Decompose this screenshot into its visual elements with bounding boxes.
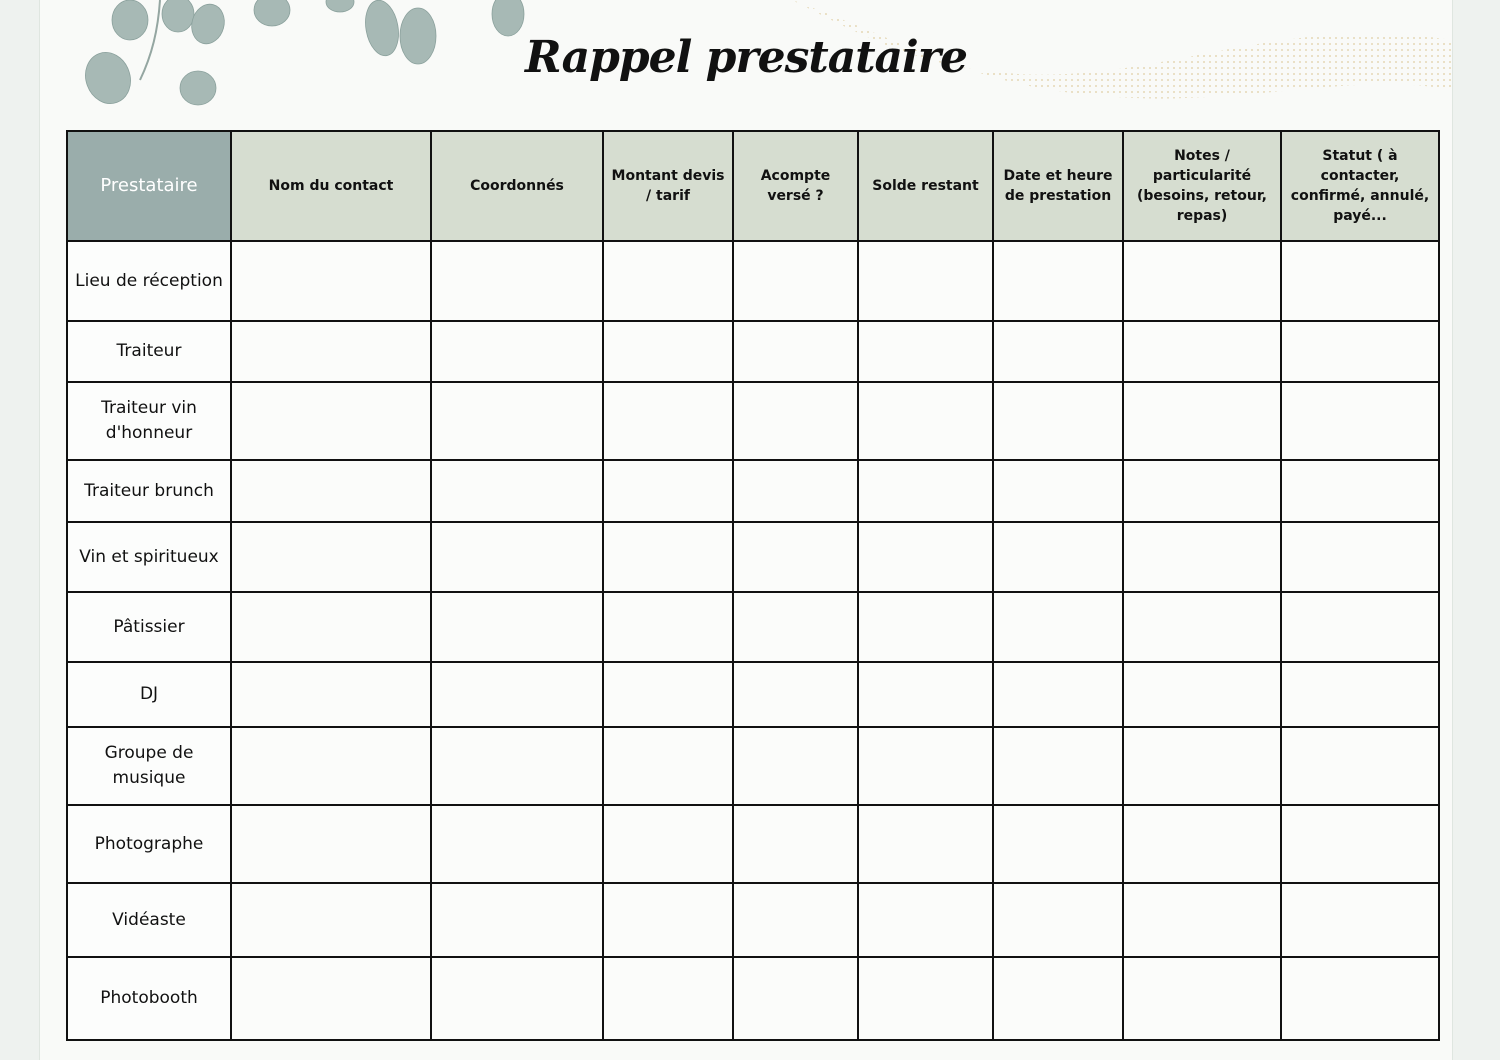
date-cell[interactable] (993, 957, 1123, 1040)
table-row (67, 460, 1439, 522)
table-row (67, 662, 1439, 727)
coordonnees-cell[interactable] (431, 592, 603, 662)
coordonnees-cell[interactable] (431, 241, 603, 321)
statut-cell[interactable] (1281, 592, 1439, 662)
solde-cell[interactable] (858, 957, 993, 1040)
montant-cell[interactable] (603, 321, 733, 382)
date-cell[interactable] (993, 522, 1123, 592)
column-header-date: Date et heure de prestation (993, 131, 1123, 241)
notes-cell[interactable] (1123, 592, 1281, 662)
statut-cell[interactable] (1281, 727, 1439, 805)
notes-cell[interactable] (1123, 241, 1281, 321)
montant-cell[interactable] (603, 805, 733, 883)
date-cell[interactable] (993, 727, 1123, 805)
coordonnees-cell[interactable] (431, 382, 603, 460)
acompte-cell[interactable] (733, 662, 858, 727)
row-label-photobooth: Photobooth (67, 957, 231, 1040)
statut-cell[interactable] (1281, 460, 1439, 522)
contact-cell[interactable] (231, 592, 431, 662)
row-label-videaste: Vidéaste (67, 883, 231, 957)
row-label-patissier: Pâtissier (67, 592, 231, 662)
coordonnees-cell[interactable] (431, 522, 603, 592)
contact-cell[interactable] (231, 727, 431, 805)
solde-cell[interactable] (858, 522, 993, 592)
planner-page (40, 0, 1452, 1060)
row-label-traiteur: Traiteur (67, 321, 231, 382)
coordonnees-cell[interactable] (431, 805, 603, 883)
solde-cell[interactable] (858, 727, 993, 805)
table-row (67, 522, 1439, 592)
statut-cell[interactable] (1281, 662, 1439, 727)
header-row (67, 131, 1439, 241)
solde-cell[interactable] (858, 382, 993, 460)
contact-cell[interactable] (231, 883, 431, 957)
solde-cell[interactable] (858, 321, 993, 382)
statut-cell[interactable] (1281, 957, 1439, 1040)
row-label-groupe-de-musique: Groupe de musique (67, 727, 231, 805)
contact-cell[interactable] (231, 957, 431, 1040)
acompte-cell[interactable] (733, 883, 858, 957)
column-header-notes: Notes / particularité (besoins, retour, repas) (1123, 131, 1281, 241)
coordonnees-cell[interactable] (431, 662, 603, 727)
coordonnees-cell[interactable] (431, 727, 603, 805)
table-row (67, 241, 1439, 321)
column-header-acompte: Acompte versé ? (733, 131, 858, 241)
notes-cell[interactable] (1123, 662, 1281, 727)
contact-cell[interactable] (231, 522, 431, 592)
solde-cell[interactable] (858, 883, 993, 957)
montant-cell[interactable] (603, 662, 733, 727)
montant-cell[interactable] (603, 382, 733, 460)
contact-cell[interactable] (231, 382, 431, 460)
date-cell[interactable] (993, 662, 1123, 727)
montant-cell[interactable] (603, 592, 733, 662)
column-header-coordonnees: Coordonnés (431, 131, 603, 241)
contact-cell[interactable] (231, 662, 431, 727)
date-cell[interactable] (993, 321, 1123, 382)
table-row (67, 727, 1439, 805)
column-header-montant: Montant devis / tarif (603, 131, 733, 241)
date-cell[interactable] (993, 805, 1123, 883)
notes-cell[interactable] (1123, 382, 1281, 460)
montant-cell[interactable] (603, 522, 733, 592)
montant-cell[interactable] (603, 883, 733, 957)
column-header-solde: Solde restant (858, 131, 993, 241)
column-header-statut: Statut ( à contacter, confirmé, annulé, payé... (1281, 131, 1439, 241)
table-row (67, 321, 1439, 382)
row-label-vin-et-spiritueux: Vin et spiritueux (67, 522, 231, 592)
solde-cell[interactable] (858, 662, 993, 727)
row-label-lieu-de-reception: Lieu de réception (67, 241, 231, 321)
notes-cell[interactable] (1123, 957, 1281, 1040)
notes-cell[interactable] (1123, 727, 1281, 805)
solde-cell[interactable] (858, 241, 993, 321)
table-row (67, 592, 1439, 662)
statut-cell[interactable] (1281, 883, 1439, 957)
acompte-cell[interactable] (733, 592, 858, 662)
coordonnees-cell[interactable] (431, 957, 603, 1040)
solde-cell[interactable] (858, 460, 993, 522)
row-label-traiteur-vin-dhonneur: Traiteur vin d'honneur (67, 382, 231, 460)
column-header-contact: Nom du contact (231, 131, 431, 241)
statut-cell[interactable] (1281, 522, 1439, 592)
montant-cell[interactable] (603, 727, 733, 805)
coordonnees-cell[interactable] (431, 883, 603, 957)
contact-cell[interactable] (231, 321, 431, 382)
date-cell[interactable] (993, 382, 1123, 460)
solde-cell[interactable] (858, 805, 993, 883)
statut-cell[interactable] (1281, 321, 1439, 382)
table-body (67, 241, 1439, 1040)
row-label-dj: DJ (67, 662, 231, 727)
acompte-cell[interactable] (733, 727, 858, 805)
statut-cell[interactable] (1281, 241, 1439, 321)
notes-cell[interactable] (1123, 522, 1281, 592)
row-label-traiteur-brunch: Traiteur brunch (67, 460, 231, 522)
statut-cell[interactable] (1281, 805, 1439, 883)
contact-cell[interactable] (231, 805, 431, 883)
acompte-cell[interactable] (733, 241, 858, 321)
vendor-table (66, 130, 1440, 1041)
notes-cell[interactable] (1123, 460, 1281, 522)
table-row (67, 957, 1439, 1040)
acompte-cell[interactable] (733, 382, 858, 460)
acompte-cell[interactable] (733, 805, 858, 883)
statut-cell[interactable] (1281, 382, 1439, 460)
montant-cell[interactable] (603, 460, 733, 522)
montant-cell[interactable] (603, 241, 733, 321)
date-cell[interactable] (993, 460, 1123, 522)
date-cell[interactable] (993, 241, 1123, 321)
acompte-cell[interactable] (733, 957, 858, 1040)
table-row (67, 883, 1439, 957)
contact-cell[interactable] (231, 460, 431, 522)
table-row (67, 382, 1439, 460)
notes-cell[interactable] (1123, 321, 1281, 382)
date-cell[interactable] (993, 592, 1123, 662)
row-label-photographe: Photographe (67, 805, 231, 883)
column-header-prestataire: Prestataire (67, 131, 231, 241)
acompte-cell[interactable] (733, 522, 858, 592)
montant-cell[interactable] (603, 957, 733, 1040)
table-row (67, 805, 1439, 883)
notes-cell[interactable] (1123, 805, 1281, 883)
coordonnees-cell[interactable] (431, 460, 603, 522)
notes-cell[interactable] (1123, 883, 1281, 957)
date-cell[interactable] (993, 883, 1123, 957)
solde-cell[interactable] (858, 592, 993, 662)
acompte-cell[interactable] (733, 321, 858, 382)
contact-cell[interactable] (231, 241, 431, 321)
page-title: Rappel prestataire (525, 32, 967, 83)
coordonnees-cell[interactable] (431, 321, 603, 382)
acompte-cell[interactable] (733, 460, 858, 522)
